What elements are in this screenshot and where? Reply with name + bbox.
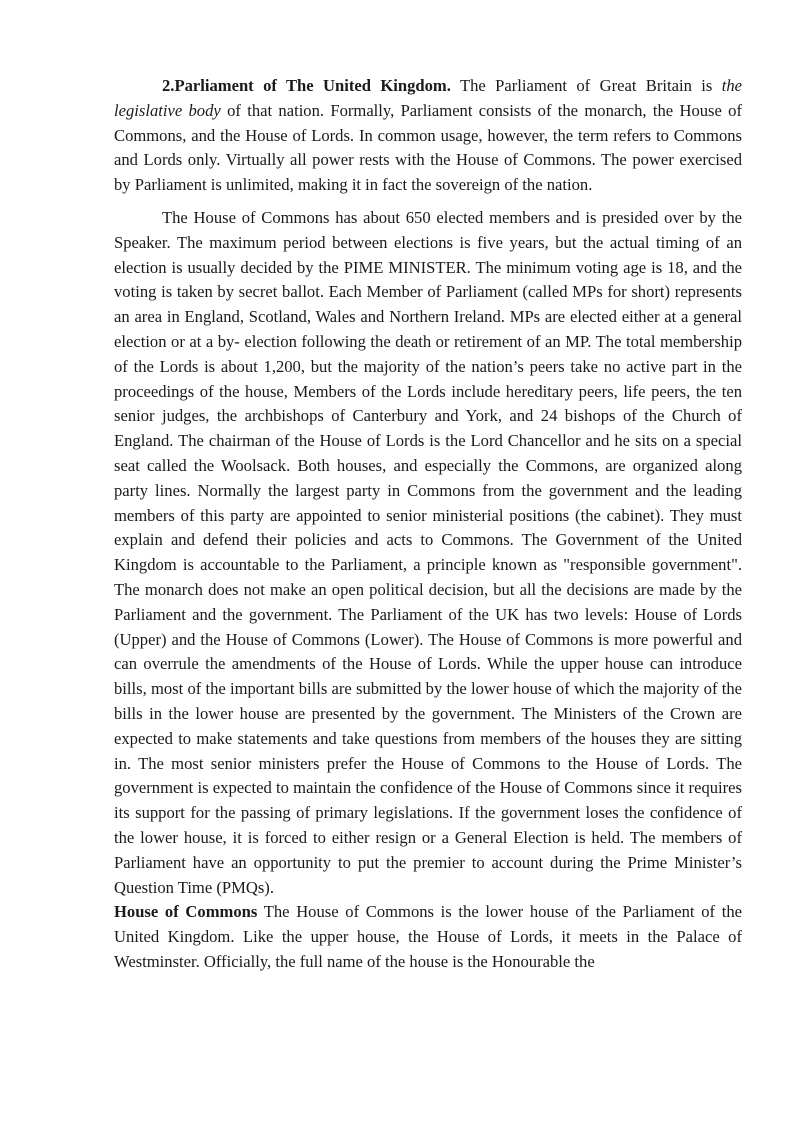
intro-text-start: The Parliament of Great Britain is [450,76,722,95]
commons-details-text: The House of Commons has about 650 elected members and is presided over by the Speaker. The maximum period between elections is five years, but the actual timing of an election is usually decided by the PIME MINISTER. The minimum voting age is 18, and the voting is taken by secret ballot. Each Member of Parliament (called MPs for short) represents an area in England, Scotland, Wales and Northern Ireland. MPs are elected either at a general election or at a by- election following the death or retirement of an MP. The total membership of the Lords is about 1,200, but the majority of the nation’s peers take no active part in the proceedings of the house, Members of the Lords include hereditary peers, life peers, the ten senior judges, the archbishops of Canterbury and York, and 24 bishops of the Church of England. The chairman of the House of Lords is the Lord Chancellor and he sits on a special seat called the Woolsack. Both houses, and especially the Commons, are organized along party lines. Normally the largest party in Commons from the government and the leading members of this party are appointed to senior ministerial positions (the cabinet). They must explain and defend their policies and acts to Commons. The Government of the United Kingdom is accountable to the Parliament, a principle known as "responsible government". The monarch does not make an open political decision, but all the decisions are made by the Parliament and the government. The Parliament of the UK has two levels: House of Lords (Upper) and the House of Commons (Lower). The House of Commons is more powerful and can overrule the amendments of the House of Lords. While the upper house can introduce bills, most of the important bills are submitted by the lower house of which the majority of the bills in the lower house are presented by the government. The Ministers of the Crown are expected to make statements and take questions from members of the houses they are sitting in. The most senior ministers prefer the House of Commons to the House of Lords. The government is expected to maintain the confidence of the House of Commons since it requires its support for the passing of primary legislations. If the government loses the confidence of the lower house, it is forced to either resign or a General Election is held. The members of Parliament have an opportunity to put the premier to account during the Prime Minister’s Question Time (PMQs). [114,207,742,897]
paragraph-parliament-intro [114,74,742,198]
intro-italic-phrase: the legislative body [114,76,742,120]
section-heading-house-of-commons: House of Commons [114,902,258,922]
document-page [114,74,742,975]
house-of-commons-text: The House of Commons is the lower house of the Parliament of the United Kingdom. Like the upper house, the House of Lords, it meets in the Palace of Westminster. Officially, the full name of the house is the Honourable the [114,902,742,971]
section-heading-parliament: 2.Parliament of The United Kingdom. [162,76,451,95]
paragraph-house-of-commons-details [114,206,742,900]
paragraph-house-of-commons [114,900,742,974]
intro-text-end: of that nation. Formally, Parliament consists of the monarch, the House of Commons, and the House of Lords. In common usage, however, the term refers to Commons and Lords only. Virtually all power rests with the House of Commons. The power exercised by Parliament is unlimited, making it in fact the sovereign of the nation. [114,100,742,195]
